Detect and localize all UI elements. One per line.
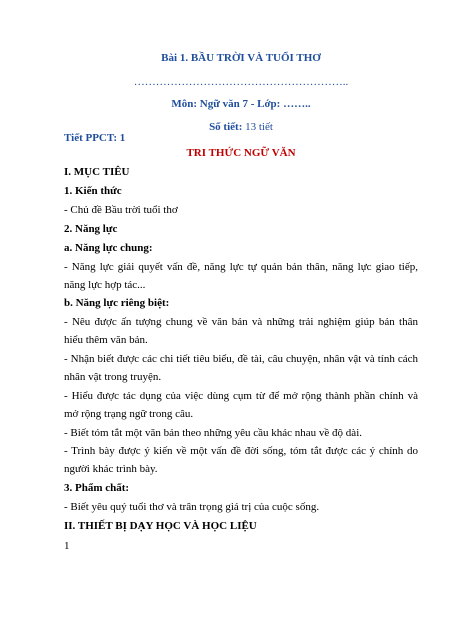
heading-general-competence: a. Năng lực chung: xyxy=(64,242,153,254)
lesson-title: Bài 1. BẦU TRỜI VÀ TUỔI THƠ xyxy=(161,52,321,64)
heading-specific-competence: b. Năng lực riêng biệt: xyxy=(64,297,170,309)
specific-item-2-line-2: nhân vật trong truyện. xyxy=(64,371,162,383)
heading-objectives: I. MỤC TIÊU xyxy=(64,166,130,178)
heading-qualities: 3. Phẩm chất: xyxy=(64,482,130,494)
periods-value: 13 tiết xyxy=(242,121,273,133)
general-competence-line-1: - Năng lực giải quyết vấn đề, năng lực tự quản bản thân, năng lực giao tiếp, xyxy=(64,261,418,273)
specific-item-2-line-1: - Nhận biết được các chi tiết tiêu biểu, đề tài, câu chuyện, nhân vật và tính cách xyxy=(64,353,418,365)
specific-item-5-line-1: - Trình bày được ý kiến về một vấn đề đời sống, tóm tắt được các ý chính do xyxy=(64,445,418,457)
knowledge-item: - Chủ đề Bầu trời tuổi thơ xyxy=(64,204,178,216)
specific-item-4: - Biết tóm tắt một văn bản theo những yêu cầu khác nhau về độ dài. xyxy=(64,427,362,439)
ppct-label: Tiết PPCT: 1 xyxy=(64,132,126,144)
general-competence-line-2: năng lực hợp tác... xyxy=(64,279,146,291)
heading-knowledge: 1. Kiến thức xyxy=(64,185,122,197)
specific-item-1-line-1: - Nêu được ấn tượng chung về văn bản và những trải nghiệm giúp bản thân xyxy=(64,316,418,328)
specific-item-3-line-1: - Hiểu được tác dụng của việc dùng cụm từ để mở rộng thành phần chính và xyxy=(64,390,418,402)
dotted-line: ………………………………………………….. xyxy=(133,76,349,88)
qualities-item: - Biết yêu quý tuổi thơ và trân trọng giá trị của cuộc sống. xyxy=(64,501,320,513)
page-number: 1 xyxy=(64,540,70,552)
heading-equipment: II. THIẾT BỊ DẠY HỌC VÀ HỌC LIỆU xyxy=(64,520,257,532)
subject-line: Môn: Ngữ văn 7 - Lớp: …….. xyxy=(171,98,311,110)
heading-competence: 2. Năng lực xyxy=(64,223,118,235)
section-title: TRI THỨC NGỮ VĂN xyxy=(186,147,296,159)
specific-item-5-line-2: người khác trình bày. xyxy=(64,463,158,475)
periods-label: Số tiết: xyxy=(209,121,243,133)
specific-item-1-line-2: hiểu thêm văn bản. xyxy=(64,334,148,346)
specific-item-3-line-2: mở rộng trạng ngữ trong câu. xyxy=(64,408,194,420)
